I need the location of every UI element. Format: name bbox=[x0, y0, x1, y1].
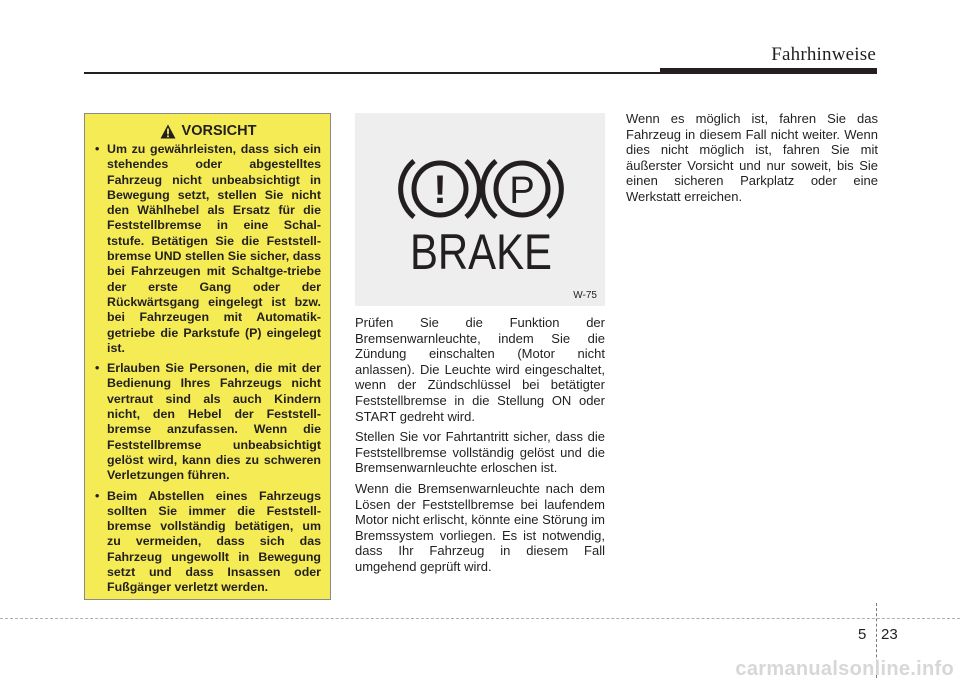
brake-warning-figure bbox=[355, 113, 605, 306]
brake-symbol-park: P bbox=[509, 170, 535, 212]
figure-code: W-75 bbox=[573, 290, 597, 301]
caution-box bbox=[84, 113, 331, 600]
watermark: carmanualsonline.info bbox=[735, 658, 954, 680]
warning-triangle-icon bbox=[160, 124, 176, 139]
caution-item: • Um zu gewährleisten, dass sich ein stehendes oder abgestelltes Fahrzeug nicht unbeabsichtigt in Bewegung setzt, stellen Sie nicht den Wählhebel als Ersatz für die Feststellbremse in eine Schal-tstufe. Betätigen Sie die Feststell-bremse UND stellen Sie sicher, dass bei Fahrzeugen mit Schaltge-triebe der erste Gang oder der Rückwärtsgang eingelegt ist bzw. bei Fahrzeugen mit Automatik-getriebe die Parkstufe (P) eingelegt ist. bbox=[95, 142, 321, 356]
footer-rule bbox=[0, 618, 960, 619]
header-rule-thick bbox=[660, 68, 877, 74]
footer-section-number: 5 bbox=[858, 626, 867, 643]
caution-heading bbox=[95, 123, 321, 139]
caution-list bbox=[95, 142, 321, 596]
header-title: Fahrhinweise bbox=[771, 44, 876, 65]
right-column bbox=[626, 111, 878, 210]
caution-title: VORSICHT bbox=[181, 123, 257, 139]
brake-symbol-text: BRAKE bbox=[410, 224, 552, 280]
body-paragraph: Wenn es möglich ist, fahren Sie das Fahrzeug in diesem Fall nicht weiter. Wenn dies nicht möglich ist, fahren Sie mit äußerster Vorsicht und nur soweit, bis Sie einen sicheren Parkplatz oder eine Werkstatt erreichen. bbox=[626, 111, 878, 204]
caution-item: • Beim Abstellen eines Fahrzeugs sollten Sie immer die Feststell-bremse vollständig betätigen, um zu vermeiden, dass sich das Fahrzeug ungewollt in Bewegung setzt und dass Insassen oder Fußgänger verletzt werden. bbox=[95, 489, 321, 596]
body-paragraph: Stellen Sie vor Fahrtantritt sicher, dass die Feststellbremse vollständig gelöst und die Bremsenwarnleuchte erloschen ist. bbox=[355, 429, 605, 476]
brake-symbol-exclamation: ! bbox=[433, 168, 447, 212]
body-paragraph: Prüfen Sie die Funktion der Bremsenwarnleuchte, indem Sie die Zündung einschalten (Motor nicht anlassen). Die Leuchte wird eingeschaltet, wenn der Zündschlüssel bei betätigter Feststellbremse in die Stellung ON oder START gedreht wird. bbox=[355, 315, 605, 424]
middle-column bbox=[355, 315, 605, 580]
body-paragraph: Wenn die Bremsenwarnleuchte nach dem Lösen der Feststellbremse bei laufendem Motor nicht erlischt, könnte eine Störung im Bremssystem vorliegen. Es ist notwendig, dass Ihr Fahrzeug in diesem Fall umgehend geprüft wird. bbox=[355, 480, 606, 574]
caution-item: • Erlauben Sie Personen, die mit der Bedienung Ihres Fahrzeugs nicht vertraut sind als auch Kindern nicht, den Hebel der Feststell-bremse anzufassen. Wenn die Feststellbremse unbeabsichtigt gelöst wird, kann dies zu schweren Verletzungen führen. bbox=[95, 361, 321, 483]
header-rule-thin bbox=[84, 72, 664, 74]
brake-warning-light-icon bbox=[402, 151, 562, 280]
footer-page-number: 23 bbox=[881, 626, 898, 643]
